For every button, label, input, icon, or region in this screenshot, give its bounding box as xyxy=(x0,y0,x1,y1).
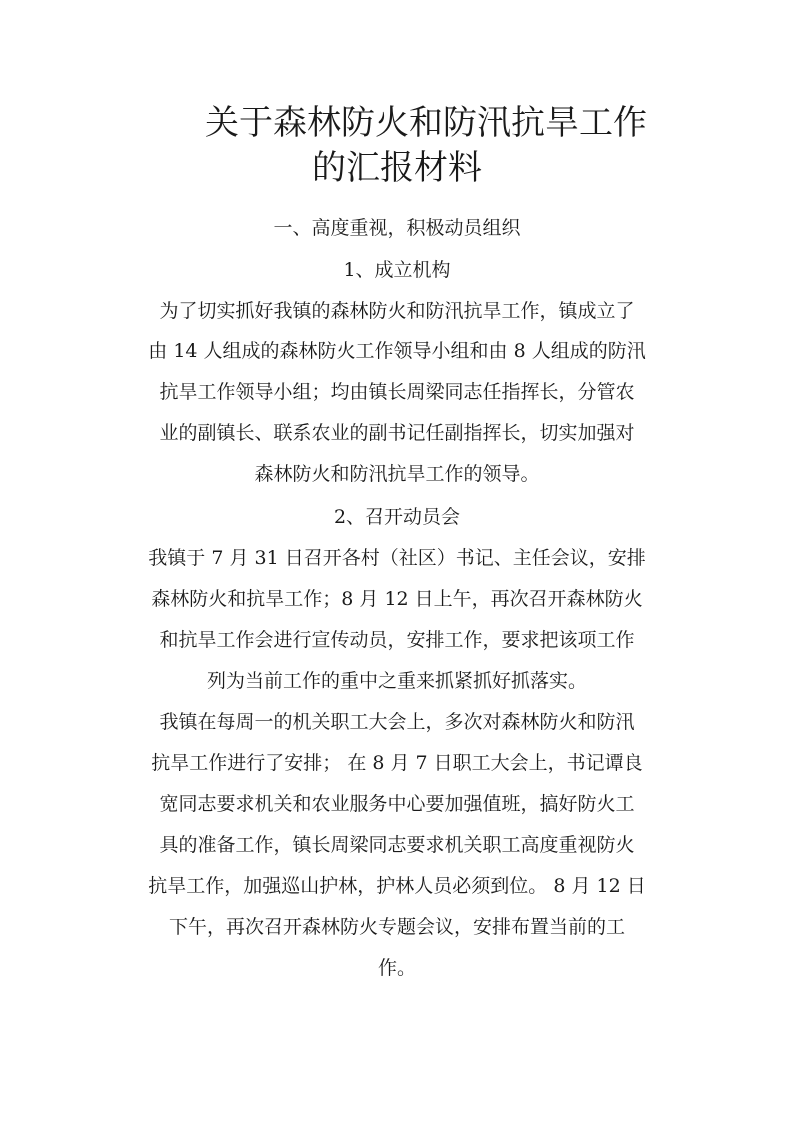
paragraph-line: 业的副镇长、联系农业的副书记任副指挥长，切实加强对 xyxy=(159,422,635,444)
paragraph-line: 宽同志要求机关和农业服务中心要加强值班，搞好防火工 xyxy=(159,793,635,815)
paragraph-line: 为了切实抓好我镇的森林防火和防汛抗旱工作，镇成立了 xyxy=(159,300,635,322)
document-title-line-2: 的汇报材料 xyxy=(312,148,482,188)
section-heading-1: 一、高度重视，积极动员组织 xyxy=(273,217,521,239)
paragraph-line: 抗旱工作领导小组；均由镇长周梁同志任指挥长，分管农 xyxy=(159,381,635,403)
paragraph-line: 我镇在每周一的机关职工大会上，多次对森林防火和防汛 xyxy=(159,711,635,733)
paragraph-line: 列为当前工作的重中之重来抓紧抓好抓落实。 xyxy=(206,670,587,692)
document-title-line-1: 关于森林防火和防汛抗旱工作 xyxy=(205,103,647,143)
paragraph-line: 具的准备工作，镇长周梁同志要求机关职工高度重视防火 xyxy=(159,834,635,856)
paragraph-line: 森林防火和抗旱工作；8 月 12 日上午，再次召开森林防火 xyxy=(151,588,643,610)
paragraph-line: 下午，再次召开森林防火专题会议，安排布置当前的工 xyxy=(168,916,625,938)
paragraph-line: 和抗旱工作会进行宣传动员，安排工作，要求把该项工作 xyxy=(159,629,635,651)
paragraph-line: 我镇于 7 月 31 日召开各村（社区）书记、主任会议，安排 xyxy=(148,547,646,569)
subsection-heading-2: 2、召开动员会 xyxy=(333,506,461,528)
paragraph-line: 抗旱工作进行了安排； 在 8 月 7 日职工大会上，书记谭良 xyxy=(151,752,643,774)
subsection-heading-1: 1、成立机构 xyxy=(343,259,451,281)
paragraph-line: 抗旱工作，加强巡山护林，护林人员必须到位。 8 月 12 日 xyxy=(148,875,646,897)
paragraph-line: 森林防火和防汛抗旱工作的领导。 xyxy=(254,463,540,485)
paragraph-line: 作。 xyxy=(377,957,416,979)
paragraph-line: 由 14 人组成的森林防火工作领导小组和由 8 人组成的防汛 xyxy=(148,340,646,362)
